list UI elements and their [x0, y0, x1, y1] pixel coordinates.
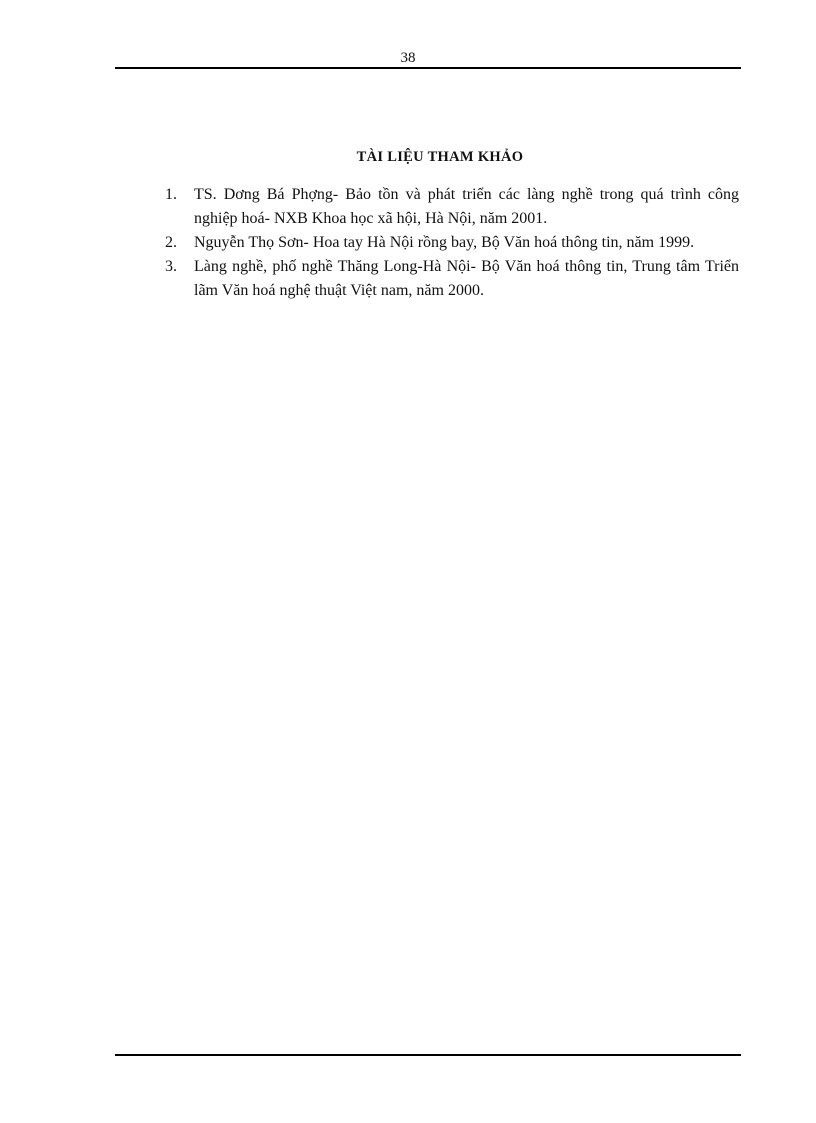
reference-text: Làng nghề, phố nghề Thăng Long-Hà Nội- Bộ Văn hoá thông tin, Trung tâm Triển lãm Văn hoá nghệ thuật Việt nam, năm 2000.: [194, 258, 739, 299]
reference-item: [165, 255, 739, 303]
footer-rule: [115, 1054, 741, 1056]
header-rule: [115, 67, 741, 69]
reference-number: 2.: [165, 234, 177, 251]
reference-text: TS. Dơng Bá Phợng- Bảo tồn và phát triển các làng nghề trong quá trình công nghiệp hoá- NXB Khoa học xã hội, Hà Nội, năm 2001.: [194, 186, 739, 227]
reference-text: Nguyễn Thọ Sơn- Hoa tay Hà Nội rồng bay, Bộ Văn hoá thông tin, năm 1999.: [194, 234, 695, 251]
page-number: 38: [400, 50, 416, 66]
section-title: TÀI LIỆU THAM KHẢO: [356, 149, 524, 165]
reference-list: [165, 183, 739, 303]
reference-item: [165, 183, 739, 231]
reference-item: [165, 231, 739, 255]
reference-number: 3.: [165, 258, 177, 275]
reference-number: 1.: [165, 186, 177, 203]
